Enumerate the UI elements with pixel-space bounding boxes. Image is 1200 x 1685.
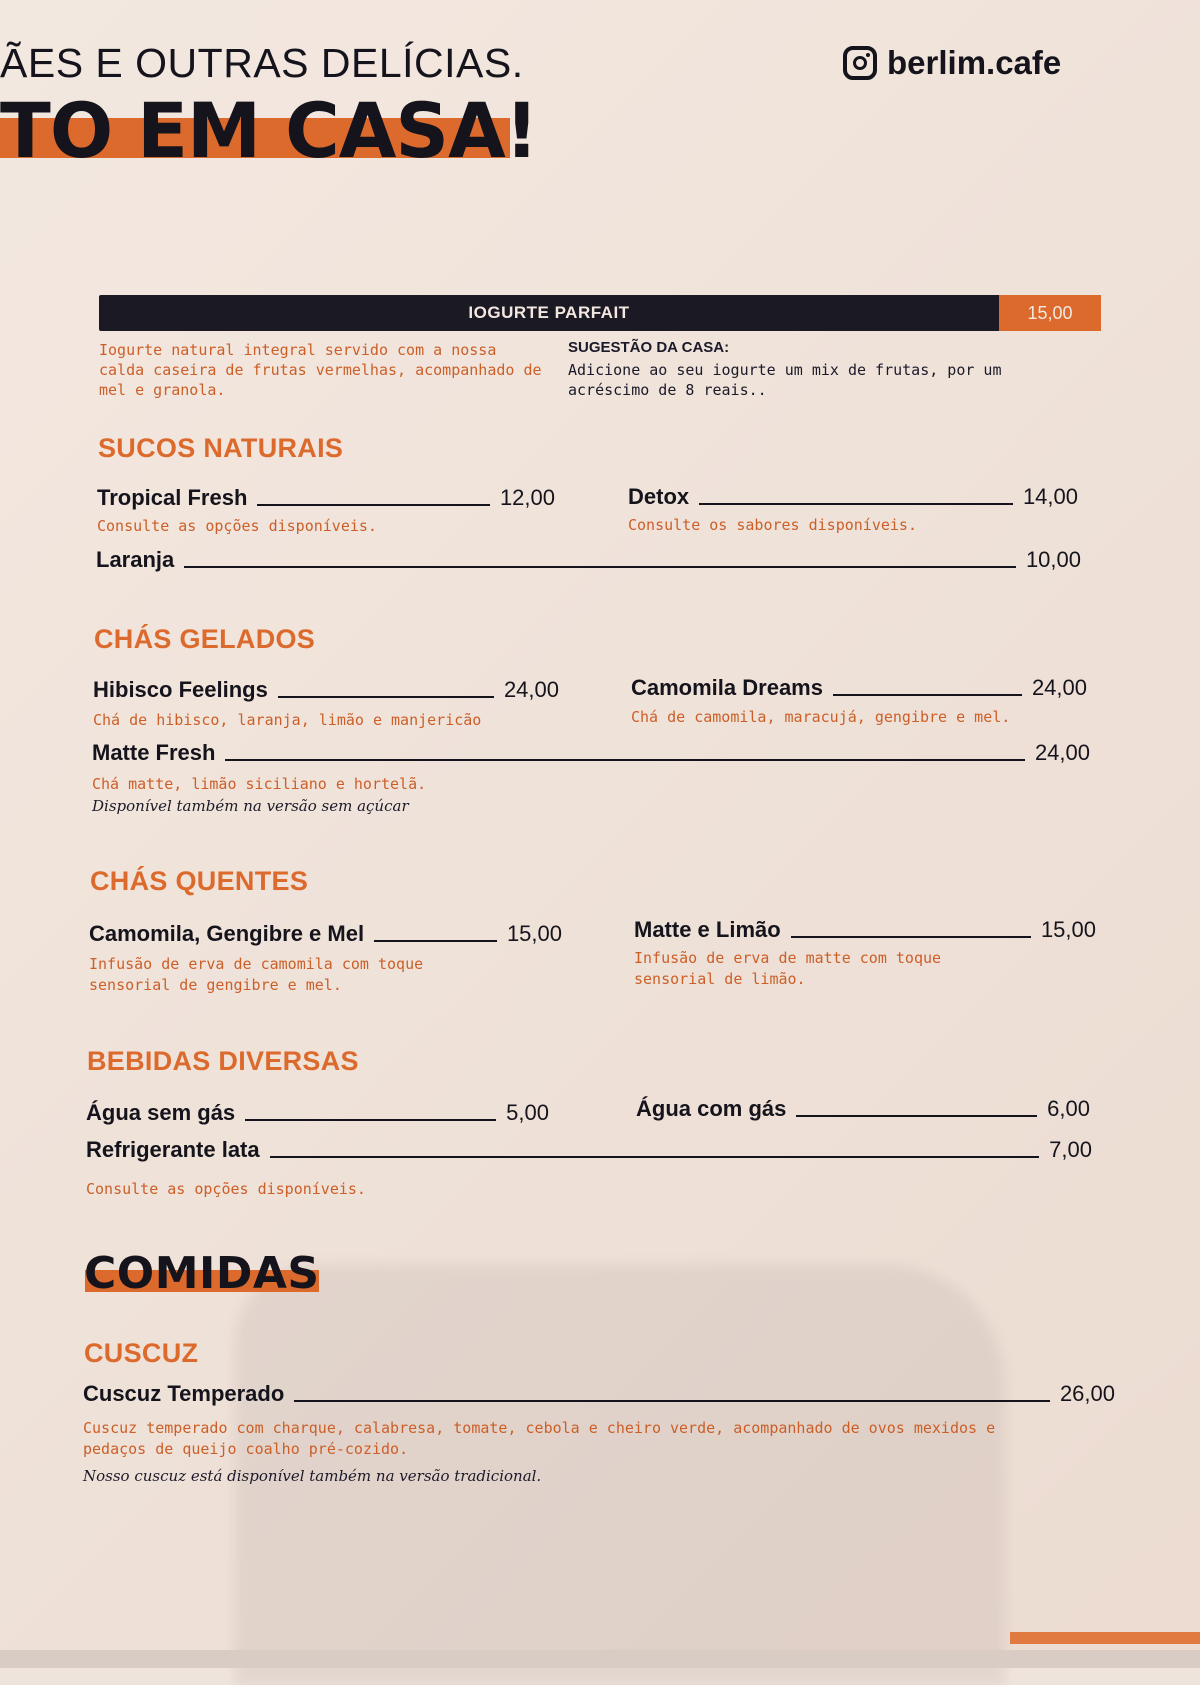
section-title: BEBIDAS DIVERSAS: [87, 1046, 359, 1076]
item-name: Cuscuz Temperado: [83, 1381, 285, 1406]
instagram-handle: [843, 42, 1061, 84]
item-description: Consulte as opções disponíveis.: [86, 1180, 366, 1198]
item-name: Hibisco Feelings: [93, 677, 268, 702]
item-description: Infusão de erva de matte com toque sensorial de limão.: [634, 949, 942, 988]
item-name: Tropical Fresh: [97, 485, 248, 510]
suggestion-text: Adicione ao seu iogurte um mix de frutas, por um acréscimo de 8 reais..: [568, 361, 1002, 399]
menu-item: [97, 485, 555, 511]
item-price: 15,00: [1040, 917, 1096, 942]
item-name: Camomila Dreams: [631, 675, 823, 700]
item-name: Laranja: [96, 547, 175, 572]
menu-item: [86, 1137, 1092, 1163]
item-description: Chá de camomila, maracujá, gengibre e mel.: [631, 708, 1011, 726]
headline: TO EM CASA!: [0, 86, 538, 175]
menu-item: [96, 547, 1081, 573]
item-name: Matte Fresh: [92, 740, 216, 765]
menu-item: [634, 917, 1096, 943]
menu-item: [92, 740, 1090, 766]
item-price: 14,00: [1022, 484, 1078, 509]
leader-line: [699, 503, 1013, 505]
section-title: SUCOS NATURAIS: [98, 433, 344, 463]
leader-line: [257, 504, 490, 506]
instagram-icon: [843, 46, 877, 80]
section-title: CUSCUZ: [84, 1338, 199, 1368]
suggestion-title: SUGESTÃO DA CASA:: [568, 339, 730, 356]
bottom-accent: [1010, 1632, 1200, 1644]
featured-title: IOGURTE PARFAIT: [99, 295, 999, 331]
item-name: Matte e Limão: [634, 917, 781, 942]
leader-line: [374, 940, 497, 942]
item-price: 24,00: [503, 677, 559, 702]
leader-line: [225, 759, 1024, 761]
item-price: 6,00: [1047, 1096, 1090, 1121]
item-price: 12,00: [499, 485, 555, 510]
table-edge: [0, 1650, 1200, 1668]
featured-price: 15,00: [999, 295, 1101, 331]
menu-item: [628, 484, 1078, 510]
menu-item: [89, 921, 562, 947]
leader-line: [184, 566, 1016, 568]
item-price: 24,00: [1034, 740, 1090, 765]
leader-line: [791, 936, 1031, 938]
leader-line: [245, 1119, 496, 1121]
menu-item: [631, 675, 1087, 701]
item-name: Água com gás: [636, 1096, 787, 1121]
comidas-title: COMIDAS: [84, 1248, 320, 1299]
section-title: CHÁS QUENTES: [90, 866, 309, 896]
leader-line: [833, 694, 1022, 696]
item-name: Detox: [628, 484, 690, 509]
item-description: Chá de hibisco, laranja, limão e manjericão: [93, 711, 482, 729]
featured-bar: [99, 295, 1101, 331]
item-price: 5,00: [506, 1100, 549, 1125]
item-price: 15,00: [506, 921, 562, 946]
item-description: Consulte as opções disponíveis.: [97, 517, 377, 535]
item-name: Refrigerante lata: [86, 1137, 260, 1162]
instagram-text: berlim.cafe: [887, 44, 1062, 81]
item-note: Disponível também na versão sem açúcar: [92, 797, 409, 815]
featured-description: Iogurte natural integral servido com a nossa calda caseira de frutas vermelhas, acompanhado de mel e granola.: [99, 341, 542, 399]
item-note: Nosso cuscuz está disponível também na versão tradicional.: [83, 1467, 542, 1485]
item-name: Camomila, Gengibre e Mel: [89, 921, 365, 946]
section-title: CHÁS GELADOS: [94, 624, 316, 654]
header-subtitle: ÃES E OUTRAS DELÍCIAS.: [0, 40, 524, 86]
menu-item: [93, 677, 559, 703]
item-description: Consulte os sabores disponíveis.: [628, 516, 917, 534]
item-description: Chá matte, limão siciliano e hortelã.: [92, 775, 427, 793]
item-price: 10,00: [1025, 547, 1081, 572]
item-price: 7,00: [1049, 1137, 1092, 1162]
leader-line: [270, 1156, 1040, 1158]
item-description: Infusão de erva de camomila com toque sensorial de gengibre e mel.: [89, 955, 424, 994]
item-name: Água sem gás: [86, 1100, 236, 1125]
menu-item: [636, 1096, 1090, 1122]
leader-line: [796, 1115, 1037, 1117]
menu-item: [86, 1100, 549, 1126]
item-price: 26,00: [1059, 1381, 1115, 1406]
menu-item: [83, 1381, 1115, 1407]
leader-line: [294, 1400, 1050, 1402]
leader-line: [278, 696, 494, 698]
item-description: Cuscuz temperado com charque, calabresa, tomate, cebola e cheiro verde, acompanhado de ovos mexidos e pedaços de queijo coalho pré-cozido.: [83, 1419, 996, 1458]
item-price: 24,00: [1031, 675, 1087, 700]
